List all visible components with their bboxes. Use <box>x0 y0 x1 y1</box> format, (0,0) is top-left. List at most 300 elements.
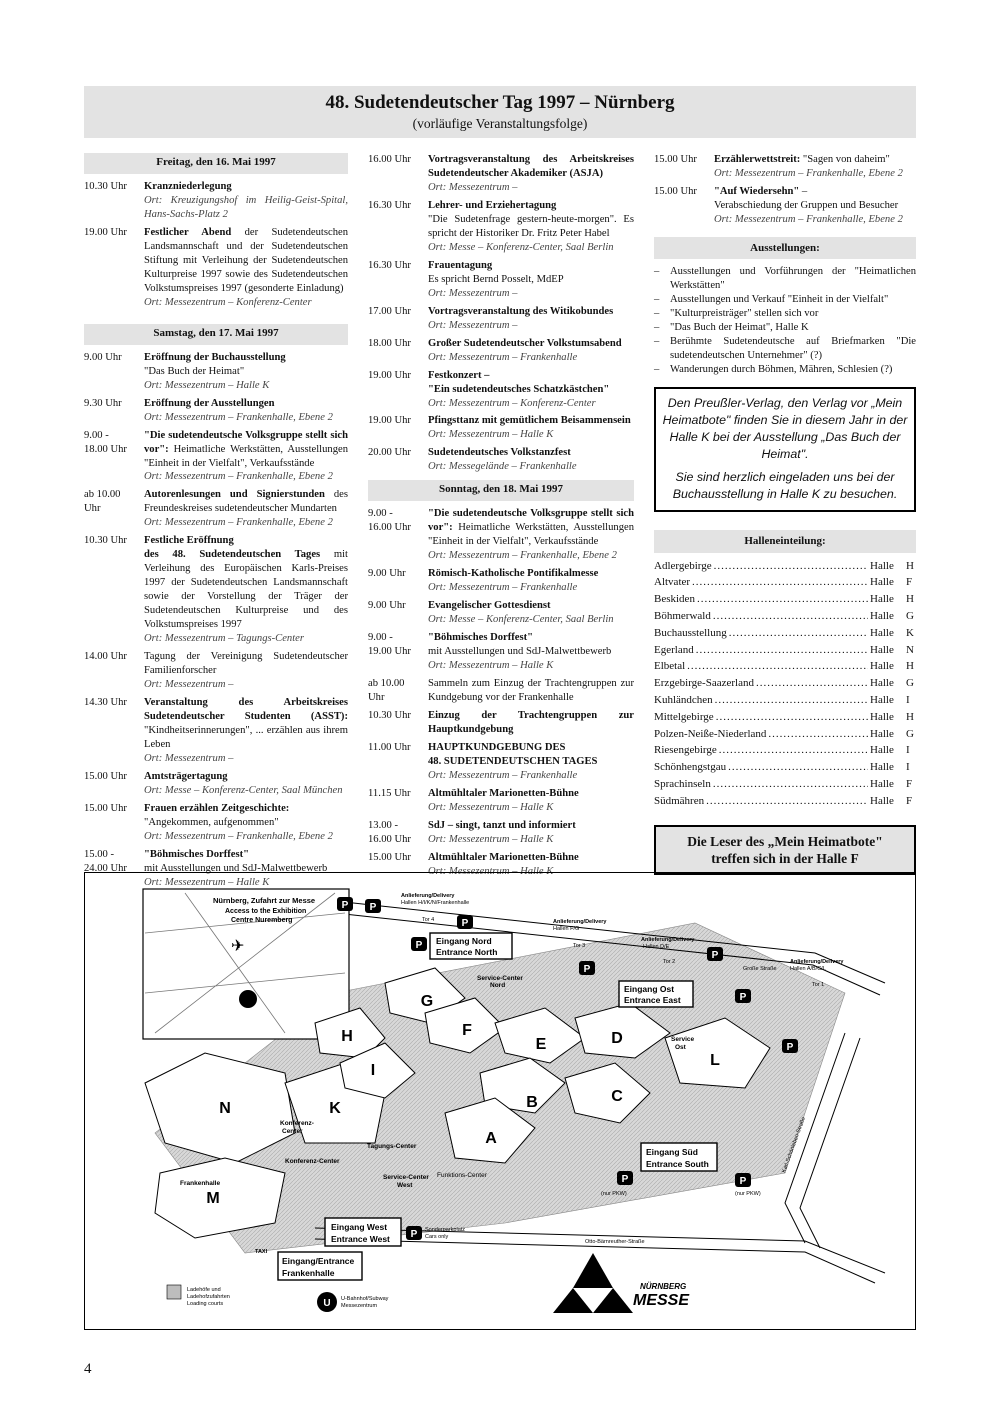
column-1 <box>84 153 348 894</box>
hall-row <box>654 609 916 626</box>
event-row <box>84 770 348 798</box>
bullet-dash: – <box>654 294 660 306</box>
hall-letter: K <box>906 626 914 639</box>
saturday-events <box>84 351 348 890</box>
event-title: SdJ – singt, tanzt und informiert <box>428 819 576 831</box>
event-time: 10.30 Uhr <box>84 535 127 547</box>
event-row <box>368 199 634 255</box>
service-center-west-1: Service-Center <box>383 1174 429 1181</box>
delivery-2-halls: Hallen F/G <box>553 926 580 932</box>
exhibition-item <box>654 363 916 377</box>
event-body <box>144 397 348 425</box>
hall-region-name: Egerland <box>654 643 694 656</box>
event-description: der Sudetendeutschen Landsmannschaft und der Sudetendeutschen Stiftung mit Verleihung der Sudetendeutschen Kulturpreise 1997 sowie des Sudetendeutschen Volkstumspreises 1997 (gesonderte Einladung) <box>144 226 348 294</box>
event-description: Sammeln zum Einzug der Trachtengruppen zur Kundgebung vor der Frankenhalle <box>428 678 634 703</box>
event-location: Ort: Messe – Konferenz-Center, Saal Berlin <box>428 614 614 626</box>
event-description: – Verabschiedung der Gruppen und Besucher <box>714 185 899 211</box>
hall-row <box>654 710 916 727</box>
svg-text:P: P <box>786 1042 794 1053</box>
event-time: ab 10.00 Uhr <box>84 489 121 515</box>
entrance-south-de: Eingang Süd <box>646 1147 698 1157</box>
svg-text:P: P <box>415 940 423 951</box>
event-time: 16.30 Uhr <box>368 259 411 271</box>
event-row <box>84 429 348 485</box>
event-row <box>654 185 916 227</box>
event-body <box>428 599 634 627</box>
event-description: mit Ausstellungen und SdJ-Malwettbewerb <box>144 862 328 874</box>
event-title: Altmühltaler Marionetten-Bühne <box>428 787 579 799</box>
event-body <box>428 259 634 301</box>
page-number: 4 <box>84 1361 92 1377</box>
hall-region-name: Mittelgebirge <box>654 710 714 723</box>
title-banner <box>84 86 916 138</box>
tagungs-center-label: Tagungs-Center <box>367 1143 417 1150</box>
event-title: Eröffnung der Buchausstellung <box>144 351 286 363</box>
hall-region-name: Elbetal <box>654 660 686 673</box>
subway-icon <box>317 1292 337 1312</box>
event-row <box>654 153 916 181</box>
event-description: Es spricht Bernd Posselt, MdEP <box>428 273 564 285</box>
publisher-notice <box>654 387 916 512</box>
event-body <box>144 488 348 530</box>
event-time: 19.00 Uhr <box>368 415 411 427</box>
parking-icon <box>457 915 473 929</box>
exhibitions-list <box>654 265 916 377</box>
event-body <box>428 677 634 705</box>
event-location: Ort: Messezentrum – Frankenhalle, Ebene 2 <box>144 517 333 529</box>
day-heading-sunday: Sonntag, den 18. Mai 1997 <box>368 480 634 501</box>
event-location: Ort: Messezentrum – <box>428 319 518 331</box>
event-row <box>368 337 634 365</box>
hall-row <box>654 760 916 777</box>
event-location: Ort: Kreuzigungshof im Heilig-Geist-Spital, Hans-Sachs-Platz 2 <box>144 194 348 220</box>
leader-dots <box>756 676 868 691</box>
hall-label-i: I <box>370 1062 376 1079</box>
hall-row <box>654 727 916 744</box>
event-location: Ort: Messezentrum – <box>428 181 518 193</box>
event-body <box>428 446 634 474</box>
event-location: Ort: Messezentrum – Frankenhalle, Ebene 2 <box>144 471 333 483</box>
hall-row <box>654 626 916 643</box>
leader-dots <box>715 693 868 708</box>
halle-word: Halle <box>870 794 894 807</box>
event-body <box>428 414 634 442</box>
event-location: Ort: Messezentrum – Halle K <box>144 876 270 888</box>
exhibition-item-text: Ausstellungen und Vorführungen der "Heimatlichen Werkstätten" <box>670 266 916 292</box>
hall-row <box>654 659 916 676</box>
hall-label-l: L <box>710 1052 720 1069</box>
event-body <box>428 741 634 783</box>
day-heading-saturday: Samstag, den 17. Mai 1997 <box>84 324 348 345</box>
service-ost-1: Service <box>671 1036 695 1043</box>
event-row <box>84 696 348 766</box>
hall-region-name: Polzen-Neiße-Niederland <box>654 727 767 740</box>
entrance-north-de: Eingang Nord <box>436 936 492 946</box>
entrance-frankenhalle-box <box>278 1252 362 1280</box>
event-row <box>84 802 348 844</box>
event-row <box>368 446 634 474</box>
friday-events <box>84 180 348 310</box>
event-row <box>368 414 634 442</box>
bullet-dash: – <box>654 266 660 278</box>
entrance-north-en: Entrance North <box>436 947 498 957</box>
page-title: 48. Sudetendeutscher Tag 1997 – Nürnberg <box>325 92 675 113</box>
leader-dots <box>692 575 868 590</box>
event-title: Kranzniederlegung <box>144 181 232 192</box>
hall-letter: F <box>906 794 913 807</box>
event-time: 18.00 Uhr <box>368 337 411 349</box>
event-title: Großer Sudetendeutscher Volkstumsabend <box>428 337 622 349</box>
event-title: Eröffnung der Ausstellungen <box>144 397 275 409</box>
event-body <box>144 429 348 485</box>
leader-dots <box>714 559 868 574</box>
hall-row <box>654 575 916 592</box>
entrance-west-en: Entrance West <box>331 1234 390 1244</box>
delivery-2-title: Anlieferung/Delivery <box>553 919 607 925</box>
entrance-west-box <box>325 1218 401 1246</box>
gate-4-label: Tor 4 <box>422 917 435 923</box>
bullet-dash: – <box>654 336 660 348</box>
svg-text:P: P <box>621 1174 629 1185</box>
event-location: Ort: Messezentrum – Halle K <box>428 833 554 845</box>
event-title: Sudetendeutsches Volkstanzfest <box>428 447 571 459</box>
leader-dots <box>706 794 868 809</box>
delivery-4-halls: Hallen A/B/C/L <box>790 966 826 972</box>
event-location: Ort: Messezentrum – <box>144 752 234 764</box>
event-description: mit Ausstellungen und SdJ-Malwettbewerb <box>428 646 612 658</box>
event-body <box>428 631 634 673</box>
exhibition-centre-map <box>84 872 916 1330</box>
hall-label-n: N <box>219 1100 231 1117</box>
hall-label-e: E <box>535 1036 547 1053</box>
exhibition-item <box>654 307 916 321</box>
hall-region-name: Sprachinseln <box>654 777 711 790</box>
entrance-east-box <box>619 981 693 1007</box>
leader-dots <box>719 743 868 758</box>
event-title: Amtsträgertagung <box>144 770 228 782</box>
hall-row <box>654 559 916 576</box>
svg-text:P: P <box>369 902 377 913</box>
svg-text:P: P <box>711 950 719 961</box>
readers-line-2: treffen sich in der Halle F <box>711 850 859 866</box>
day-heading-friday: Freitag, den 16. Mai 1997 <box>84 153 348 174</box>
notice-paragraph-2: Sie sind herzlich eingeladen uns bei der Buchausstellung in Halle K zu besuchen. <box>672 470 898 502</box>
bullet-dash: – <box>654 322 660 334</box>
inset-title: Nürnberg, Zufahrt zur Messe <box>213 896 316 905</box>
karl-schoenleben-label: Karl-Schönleben-Straße <box>781 1116 808 1174</box>
bullet-dash: – <box>654 308 660 320</box>
sunday-events <box>368 507 634 878</box>
event-body <box>428 787 634 815</box>
inset-access-map <box>143 889 349 1039</box>
entrance-south-box <box>641 1143 717 1171</box>
gate-3-label: Tor 3 <box>573 943 586 949</box>
event-time: 13.00 - 16.00 Uhr <box>368 819 411 845</box>
event-time: 20.00 Uhr <box>368 447 411 459</box>
hall-region-name: Riesengebirge <box>654 744 717 757</box>
entrance-west-de: Eingang West <box>331 1222 388 1232</box>
halle-word: Halle <box>870 593 894 606</box>
event-title: "Böhmisches Dorffest" <box>144 848 250 860</box>
event-title: Römisch-Katholische Pontifikalmesse <box>428 568 599 580</box>
event-row <box>368 741 634 783</box>
event-time: 15.00 Uhr <box>84 802 127 814</box>
event-title: Pfingsttanz mit gemütlichem Beisammensein <box>428 415 631 427</box>
hall-allocation-heading: Halleneinteilung: <box>654 530 916 553</box>
exhibition-item-text: "Kulturpreisträger" stellen sich vor <box>670 308 819 320</box>
airplane-icon: ✈ <box>231 938 245 955</box>
event-time: 16.00 Uhr <box>368 154 411 165</box>
event-location: Ort: Messezentrum – Frankenhalle <box>428 769 578 781</box>
subway-label-2: Messezentrum <box>341 1303 378 1309</box>
special-parking-sub: Cars only <box>425 1234 449 1240</box>
event-body <box>144 534 348 646</box>
event-time: 9.00 - 18.00 Uhr <box>84 429 127 455</box>
event-title: Altmühltaler Marionetten-Bühne <box>428 851 579 863</box>
hall-region-name: Altvater <box>654 576 691 589</box>
nuernberg-messe-logo <box>553 1253 690 1313</box>
svg-text:P: P <box>461 918 469 929</box>
event-location: Ort: Messezentrum – Frankenhalle, Ebene 2 <box>714 167 903 179</box>
svg-text:P: P <box>583 964 591 975</box>
leader-dots <box>716 710 868 725</box>
event-title: Vortragsveranstaltung des Witikobundes <box>428 305 614 317</box>
exhibition-item <box>654 293 916 307</box>
hall-letter: F <box>906 777 913 790</box>
hall-region-name: Adlergebirge <box>654 559 712 572</box>
event-location: Ort: Messezentrum – Halle K <box>428 801 554 813</box>
halle-word: Halle <box>870 660 894 673</box>
hall-letter: N <box>906 643 914 656</box>
event-row <box>368 507 634 563</box>
hall-row <box>654 693 916 710</box>
event-time: 11.15 Uhr <box>368 787 411 799</box>
exhibition-item <box>654 265 916 293</box>
grosse-strasse-label: Große Straße <box>743 966 777 972</box>
event-time: 14.00 Uhr <box>84 651 127 663</box>
event-time: 19.00 Uhr <box>368 369 411 381</box>
hall-row <box>654 676 916 693</box>
hall-region-name: Böhmerwald <box>654 610 711 623</box>
service-center-nord-2: Nord <box>490 982 506 989</box>
taxi-label: TAXI <box>255 1249 268 1255</box>
hall-letter: H <box>906 559 914 572</box>
event-time: 10.30 Uhr <box>368 709 411 721</box>
event-body <box>428 819 634 847</box>
parking-icon <box>735 1173 751 1187</box>
event-location: Ort: Messezentrum – Frankenhalle, Ebene 2 <box>144 830 333 842</box>
page-subtitle: (vorläufige Veranstaltungsfolge) <box>412 116 588 131</box>
special-parking-label: Sonderparkplatz <box>425 1227 466 1233</box>
exhibition-item-text: Berühmte Sudetendeutsche auf Briefmarken "Die sudetendeutschen Unternehmer" (?) <box>670 336 916 362</box>
event-location: Ort: Messezentrum – Konferenz-Center <box>144 296 312 308</box>
notice-paragraph-1: Den Preußler-Verlag, den Verlag vor „Mein Heimatbote" finden Sie in diesem Jahr in der Halle K bei der Ausstellung „Das Buch der Heimat". <box>662 396 908 462</box>
legend-line-2: Ladehofzufahrten <box>187 1294 230 1300</box>
event-row <box>84 650 348 692</box>
hall-region-name: Beskiden <box>654 593 695 606</box>
service-ost-2: Ost <box>675 1044 686 1051</box>
parking-icon <box>617 1171 633 1185</box>
event-time: 15.00 - 24.00 Uhr <box>84 848 127 874</box>
event-description: "Sagen von daheim" <box>800 154 890 165</box>
event-title: Erzählerwettstreit: <box>714 154 801 165</box>
event-location: Ort: Messegelände – Frankenhalle <box>428 461 577 473</box>
event-body <box>144 351 348 393</box>
hall-row <box>654 643 916 660</box>
event-row <box>368 259 634 301</box>
svg-text:P: P <box>410 1229 418 1240</box>
event-location: Ort: Messezentrum – Frankenhalle, Ebene 2 <box>714 213 903 225</box>
event-title: Vortragsveranstaltung des Arbeitskreises Sudetendeutscher Akademiker (ASJA) <box>428 154 634 179</box>
delivery-4-title: Anlieferung/Delivery <box>790 959 844 965</box>
cars-only-label-2: (nur PKW) <box>735 1191 761 1197</box>
logo-text-2: MESSE <box>633 1292 690 1309</box>
exhibition-item <box>654 335 916 363</box>
hall-region-name: Kuhländchen <box>654 694 713 706</box>
event-description: "Das Buch der Heimat" <box>144 365 245 377</box>
hall-letter: F <box>906 576 913 589</box>
event-title: "Auf Wiedersehn" <box>714 185 800 197</box>
event-location: Ort: Messe – Konferenz-Center, Saal Berlin <box>428 241 614 253</box>
exhibition-item-text: Ausstellungen und Verkauf "Einheit in der Vielfalt" <box>670 294 889 306</box>
halle-word: Halle <box>870 710 894 723</box>
hall-region-name: Erzgebirge-Saazerland <box>654 677 754 690</box>
event-title: "Die sudetendeutsche Volksgruppe stellt sich vor": <box>144 429 348 455</box>
halle-word: Halle <box>870 576 894 589</box>
hall-letter: H <box>906 660 914 673</box>
gate-1-label: Tor 1 <box>812 982 825 988</box>
parking-icon <box>411 937 427 951</box>
halle-word: Halle <box>870 694 894 706</box>
halle-word: Halle <box>870 559 894 572</box>
halle-word: Halle <box>870 643 894 656</box>
leader-dots <box>728 760 868 775</box>
event-title: Frauen erzählen Zeitgeschichte: <box>144 802 290 814</box>
entrance-east-de: Eingang Ost <box>624 984 675 994</box>
event-row <box>368 819 634 847</box>
hall-row <box>654 794 916 811</box>
event-title: HAUPTKUNDGEBUNG DES 48. SUDETENDEUTSCHEN TAGES <box>428 741 598 767</box>
hall-row <box>654 777 916 794</box>
parking-icon <box>406 1226 422 1240</box>
event-title: "Böhmisches Dorffest" <box>428 632 534 644</box>
event-location: Ort: Messezentrum – Frankenhalle <box>428 351 578 363</box>
halle-word: Halle <box>870 727 894 740</box>
hall-label-b: B <box>526 1094 538 1111</box>
exhibitions-heading: Ausstellungen: <box>654 237 916 260</box>
event-row <box>368 677 634 705</box>
hall-region-name: Schönhengstgau <box>654 761 727 774</box>
hall-letter: I <box>906 761 910 774</box>
konferenz-center-label: Konferenz-Center <box>285 1158 340 1165</box>
parking-icon <box>365 899 381 913</box>
entrance-south-en: Entrance South <box>646 1159 709 1169</box>
event-time: 9.00 Uhr <box>368 600 406 612</box>
hall-letter: G <box>906 677 914 690</box>
inset-subtitle-1: Access to the Exhibition <box>225 908 307 915</box>
event-title: "Die sudetendeutsche Volksgruppe stellt sich vor": <box>428 508 634 534</box>
halle-word: Halle <box>870 677 894 690</box>
event-location: Ort: Messe – Konferenz-Center, Saal München <box>144 784 343 796</box>
hall-row <box>654 592 916 609</box>
hall-label-h: H <box>341 1028 353 1045</box>
hall-label-d: D <box>611 1030 623 1047</box>
entrance-frankenhalle-1: Eingang/Entrance <box>282 1256 355 1266</box>
hall-label-a: A <box>485 1130 497 1147</box>
event-time: ab 10.00 Uhr <box>368 678 405 703</box>
event-row <box>368 631 634 673</box>
leader-dots <box>697 592 868 607</box>
event-location: Ort: Messezentrum – <box>144 679 234 691</box>
delivery-3-title: Anlieferung/Delivery <box>641 937 695 943</box>
event-body <box>714 185 916 227</box>
event-location: Ort: Messezentrum – Tagungs-Center <box>144 633 304 645</box>
event-time: 15.00 Uhr <box>654 154 697 165</box>
konferenz-label-2: Center <box>282 1128 303 1135</box>
hall-allocation-list <box>654 559 916 811</box>
funktions-center-label: Funktions-Center <box>437 1172 487 1179</box>
service-center-nord-1: Service-Center <box>477 975 523 982</box>
halle-word: Halle <box>870 626 894 639</box>
event-body <box>144 226 348 310</box>
hall-letter: H <box>906 710 914 723</box>
event-location: Ort: Messezentrum – <box>428 287 518 299</box>
event-description: "Angekommen, aufgenommen" <box>144 816 279 828</box>
event-description: Heimatliche Werkstätten, Ausstellungen "Einheit in der Vielfalt", Verkaufsstände <box>144 443 348 469</box>
frankenhalle-label: Frankenhalle <box>180 1180 221 1187</box>
event-time: 9.00 - 16.00 Uhr <box>368 508 411 534</box>
event-row <box>84 180 348 222</box>
hall-label-f: F <box>462 1022 472 1039</box>
saturday-evening-events <box>368 153 634 474</box>
event-row <box>368 709 634 737</box>
event-description: des Freundeskreises sudetendeutscher Mundarten <box>144 489 348 515</box>
event-body <box>428 507 634 563</box>
parking-icon <box>735 989 751 1003</box>
logo-text-1: NÜRNBERG <box>640 1282 687 1291</box>
event-title: Frauentagung <box>428 259 493 271</box>
event-row <box>84 488 348 530</box>
event-time: 9.00 Uhr <box>368 568 406 580</box>
column-2 <box>368 153 634 883</box>
service-center-west-2: West <box>397 1182 413 1189</box>
event-row <box>368 153 634 195</box>
event-time: 9.00 Uhr <box>84 351 122 363</box>
leader-dots <box>687 659 868 674</box>
halle-word: Halle <box>870 610 894 623</box>
event-title: Lehrer- und Erziehertagung <box>428 199 557 211</box>
event-location: Ort: Messezentrum – Halle K <box>428 865 554 877</box>
legend-line-3: Loading courts <box>187 1301 224 1307</box>
entrance-frankenhalle-2: Frankenhalle <box>282 1268 335 1278</box>
event-body <box>714 153 916 181</box>
event-time: 11.00 Uhr <box>368 741 411 753</box>
event-title: Festkonzert – "Ein sudetendeutsches Schatzkästchen" <box>428 369 610 395</box>
hall-label-c: C <box>611 1088 623 1105</box>
event-row <box>84 534 348 646</box>
inset-subtitle-2: Centre Nuremberg <box>231 917 293 924</box>
svg-text:U: U <box>323 1298 331 1309</box>
hall-region-name: Buchausstellung <box>654 626 727 639</box>
event-row <box>368 599 634 627</box>
parking-icon <box>782 1039 798 1053</box>
event-row <box>368 567 634 595</box>
event-row <box>368 305 634 333</box>
event-row <box>368 369 634 411</box>
event-row <box>84 397 348 425</box>
event-title: Einzug der Trachtengruppen zur Hauptkundgebung <box>428 709 634 735</box>
event-body <box>428 369 634 411</box>
